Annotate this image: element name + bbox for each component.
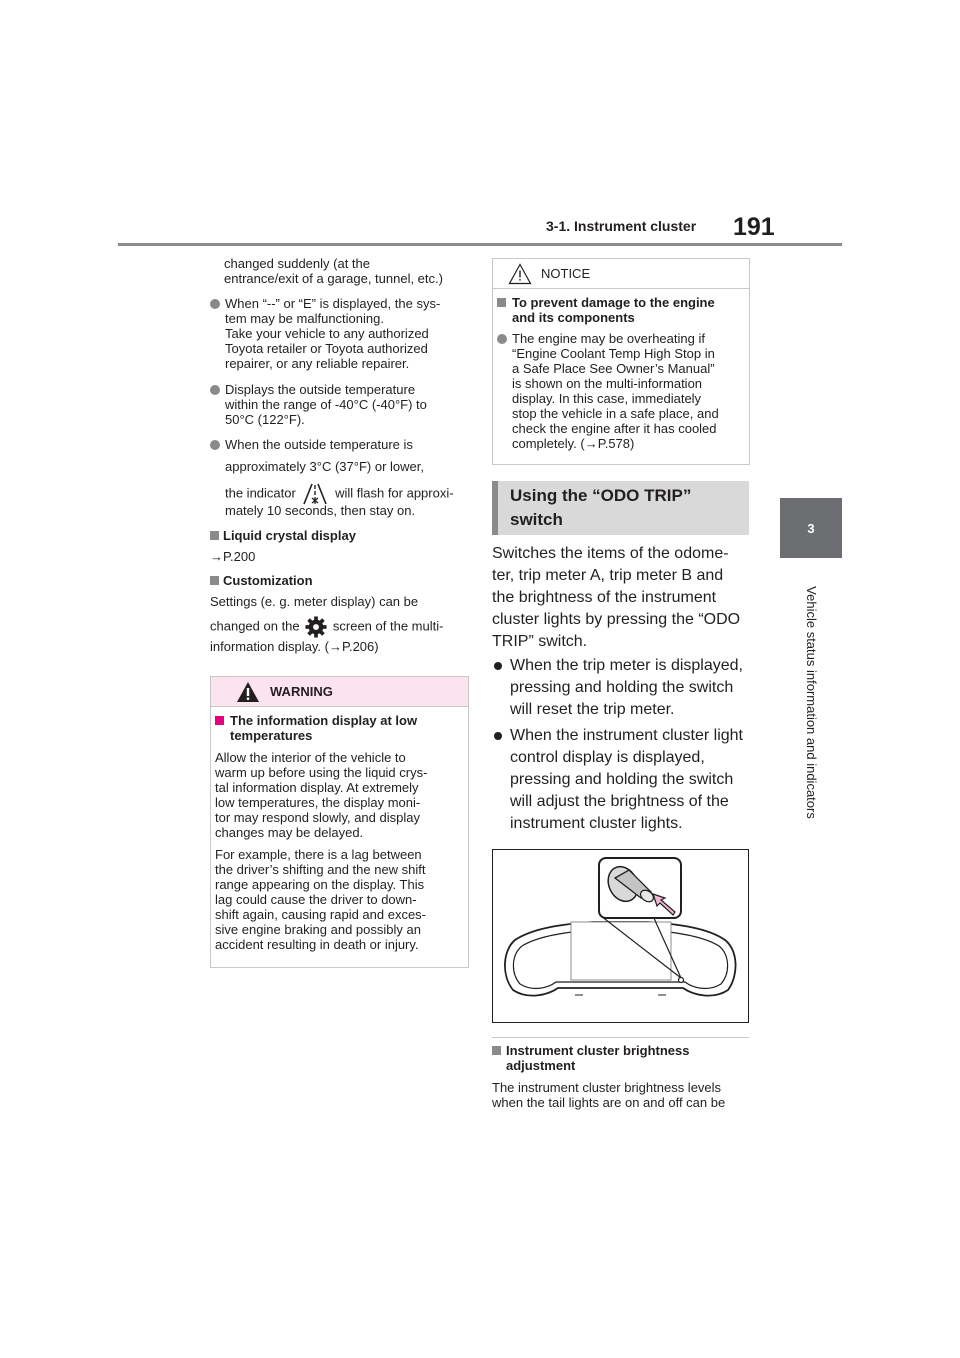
notice-line: a Safe Place See Owner’s Manual”: [512, 361, 715, 376]
notice-line: display. In this case, immediately: [512, 391, 702, 406]
list-item: [210, 437, 413, 452]
custom-line: [210, 616, 443, 638]
bullet-line: When the instrument cluster light: [510, 727, 743, 744]
notice-bullet: [497, 331, 745, 451]
bullet-dot: [497, 334, 507, 344]
notice-line: stop the vehicle in a safe place, and: [512, 406, 719, 421]
warning-line: For example, there is a lag between: [215, 847, 422, 862]
header-rule: [118, 243, 842, 246]
notice-body: [493, 289, 749, 451]
chapter-tab-number: 3: [780, 498, 842, 558]
bullet-line: When “--” or “E” is displayed, the sys-: [225, 296, 441, 311]
warning-line: range appearing on the display. This: [215, 877, 425, 892]
notice-heading-line: To prevent damage to the engine: [512, 295, 715, 310]
square-marker: [210, 576, 219, 585]
instrument-cluster-illustration: [492, 849, 749, 1023]
section-body: [492, 543, 740, 653]
section-heading: [492, 481, 749, 535]
warning-line: lag could cause the driver to down-: [215, 892, 417, 907]
square-marker: [492, 1046, 501, 1055]
notice-line: is shown on the multi-information: [512, 376, 703, 391]
notice-line: “Engine Coolant Temp High Stop in: [512, 346, 715, 361]
notice-heading-line: and its components: [512, 310, 635, 325]
body-line: TRIP” switch.: [492, 633, 588, 650]
intro-line: changed suddenly (at the: [224, 256, 370, 271]
notice-line: The engine may be overheating if: [512, 331, 705, 346]
page-link[interactable]: →P.200: [210, 549, 256, 564]
intro-line: entrance/exit of a garage, tunnel, etc.): [224, 271, 443, 286]
subheading-brightness: [492, 1043, 689, 1073]
bullet-line-part: will flash for approxi-: [335, 485, 454, 501]
bullet-line: When the trip meter is displayed,: [510, 657, 743, 674]
bullet-line-part: the indicator: [225, 485, 296, 501]
warning-label: WARNING: [270, 684, 333, 699]
brightness-line: when the tail lights are on and off can be: [492, 1095, 726, 1110]
cluster-drawing: [493, 850, 748, 1022]
warning-heading-line: temperatures: [230, 728, 313, 743]
notice-heading: [497, 295, 745, 325]
divider: [492, 1037, 749, 1038]
list-item: [492, 725, 743, 835]
bullet-line: Displays the outside temperature: [225, 382, 416, 397]
warning-line: the driver’s shifting and the new shift: [215, 862, 426, 877]
bullet-line: approximately 3°C (37°F) or lower,: [225, 459, 424, 474]
warning-heading-line: The information display at low: [230, 713, 418, 728]
bullet-dot: [210, 385, 220, 395]
warning-line: accident resulting in death or injury.: [215, 937, 419, 952]
custom-line-part: screen of the multi-: [332, 618, 444, 634]
warning-line: warm up before using the liquid crys-: [215, 765, 428, 780]
list-item: [210, 296, 440, 371]
bullet-line: instrument cluster lights.: [510, 815, 683, 832]
indicator-line: [225, 483, 454, 505]
bullet-line: When the outside temperature is: [225, 437, 413, 452]
custom-line: Settings (e. g. meter display) can be: [210, 594, 419, 609]
warning-line: low temperatures, the display moni-: [215, 795, 421, 810]
notice-line: check the engine after it has cooled: [512, 421, 717, 436]
subheading-line: adjustment: [506, 1058, 576, 1073]
body-line: the brightness of the instrument: [492, 589, 717, 606]
bullet-line: repairer, or any reliable repairer.: [225, 356, 410, 371]
warning-para: [215, 750, 464, 840]
intro-text: [224, 256, 443, 286]
list-item: [492, 655, 743, 721]
chapter-tab-label: [799, 560, 823, 845]
bullet-line: will adjust the brightness of the: [510, 793, 729, 810]
bullet-dot: [494, 662, 502, 670]
bullet-dot: [494, 732, 502, 740]
subheading-line: Instrument cluster brightness: [506, 1043, 690, 1058]
subheading-text: Liquid crystal display: [223, 528, 356, 543]
bullet-line: tem may be malfunctioning.: [225, 311, 384, 326]
bullet-line: mately 10 seconds, then stay on.: [225, 503, 416, 518]
subheading-text: Customization: [223, 573, 313, 588]
section-heading-line: Using the “ODO TRIP”: [510, 486, 692, 505]
warning-line: Allow the interior of the vehicle to: [215, 750, 406, 765]
notice-header: [493, 259, 749, 289]
list-item: [210, 382, 427, 427]
notice-box: [492, 258, 750, 465]
page-number: 191: [733, 213, 775, 241]
notice-line: completely. (→P.578): [512, 436, 635, 451]
warning-heading: [215, 713, 464, 743]
gear-icon: [304, 616, 328, 638]
custom-line-part: changed on the: [210, 618, 300, 634]
bullet-line: Take your vehicle to any authorized: [225, 326, 429, 341]
warning-line: tor may respond slowly, and display: [215, 810, 420, 825]
notice-label: NOTICE: [541, 266, 591, 281]
notice-triangle-icon: [508, 263, 532, 290]
warning-line: sive engine braking and possibly an: [215, 922, 421, 937]
body-line: Switches the items of the odome-: [492, 545, 729, 562]
square-marker: [497, 298, 506, 307]
square-marker: [210, 531, 219, 540]
subheading-lcd: [210, 528, 356, 543]
bullet-dot: [210, 440, 220, 450]
warning-body: [211, 707, 468, 952]
bullet-line: Toyota retailer or Toyota authorized: [225, 341, 428, 356]
brightness-line: The instrument cluster brightness levels: [492, 1080, 722, 1095]
section-heading-line: switch: [510, 510, 563, 529]
bullet-line: within the range of -40°C (-40°F) to: [225, 397, 427, 412]
warning-triangle-icon: [236, 681, 260, 708]
bullet-line: 50°C (122°F).: [225, 412, 305, 427]
subheading-customization: [210, 573, 313, 588]
bullet-line: control display is displayed,: [510, 749, 705, 766]
bullet-line: will reset the trip meter.: [510, 701, 675, 718]
warning-line: changes may be delayed.: [215, 825, 364, 840]
section-title: 3-1. Instrument cluster: [546, 218, 697, 234]
warning-para: [215, 847, 464, 952]
warning-box: [210, 676, 469, 968]
body-line: ter, trip meter A, trip meter B and: [492, 567, 724, 584]
brightness-body: [492, 1080, 725, 1110]
square-marker: [215, 716, 224, 725]
warning-header: [211, 677, 468, 707]
bullet-line: pressing and holding the switch: [510, 771, 734, 788]
body-line: cluster lights by pressing the “ODO: [492, 611, 741, 628]
custom-line: information display. (→P.206): [210, 639, 379, 654]
bullet-line: pressing and holding the switch: [510, 679, 734, 696]
road-ice-icon: [301, 483, 329, 505]
bullet-dot: [210, 299, 220, 309]
warning-line: tal information display. At extremely: [215, 780, 419, 795]
chapter-tab-text: Vehicle status information and indicators: [803, 586, 819, 819]
warning-line: shift again, causing rapid and exces-: [215, 907, 427, 922]
